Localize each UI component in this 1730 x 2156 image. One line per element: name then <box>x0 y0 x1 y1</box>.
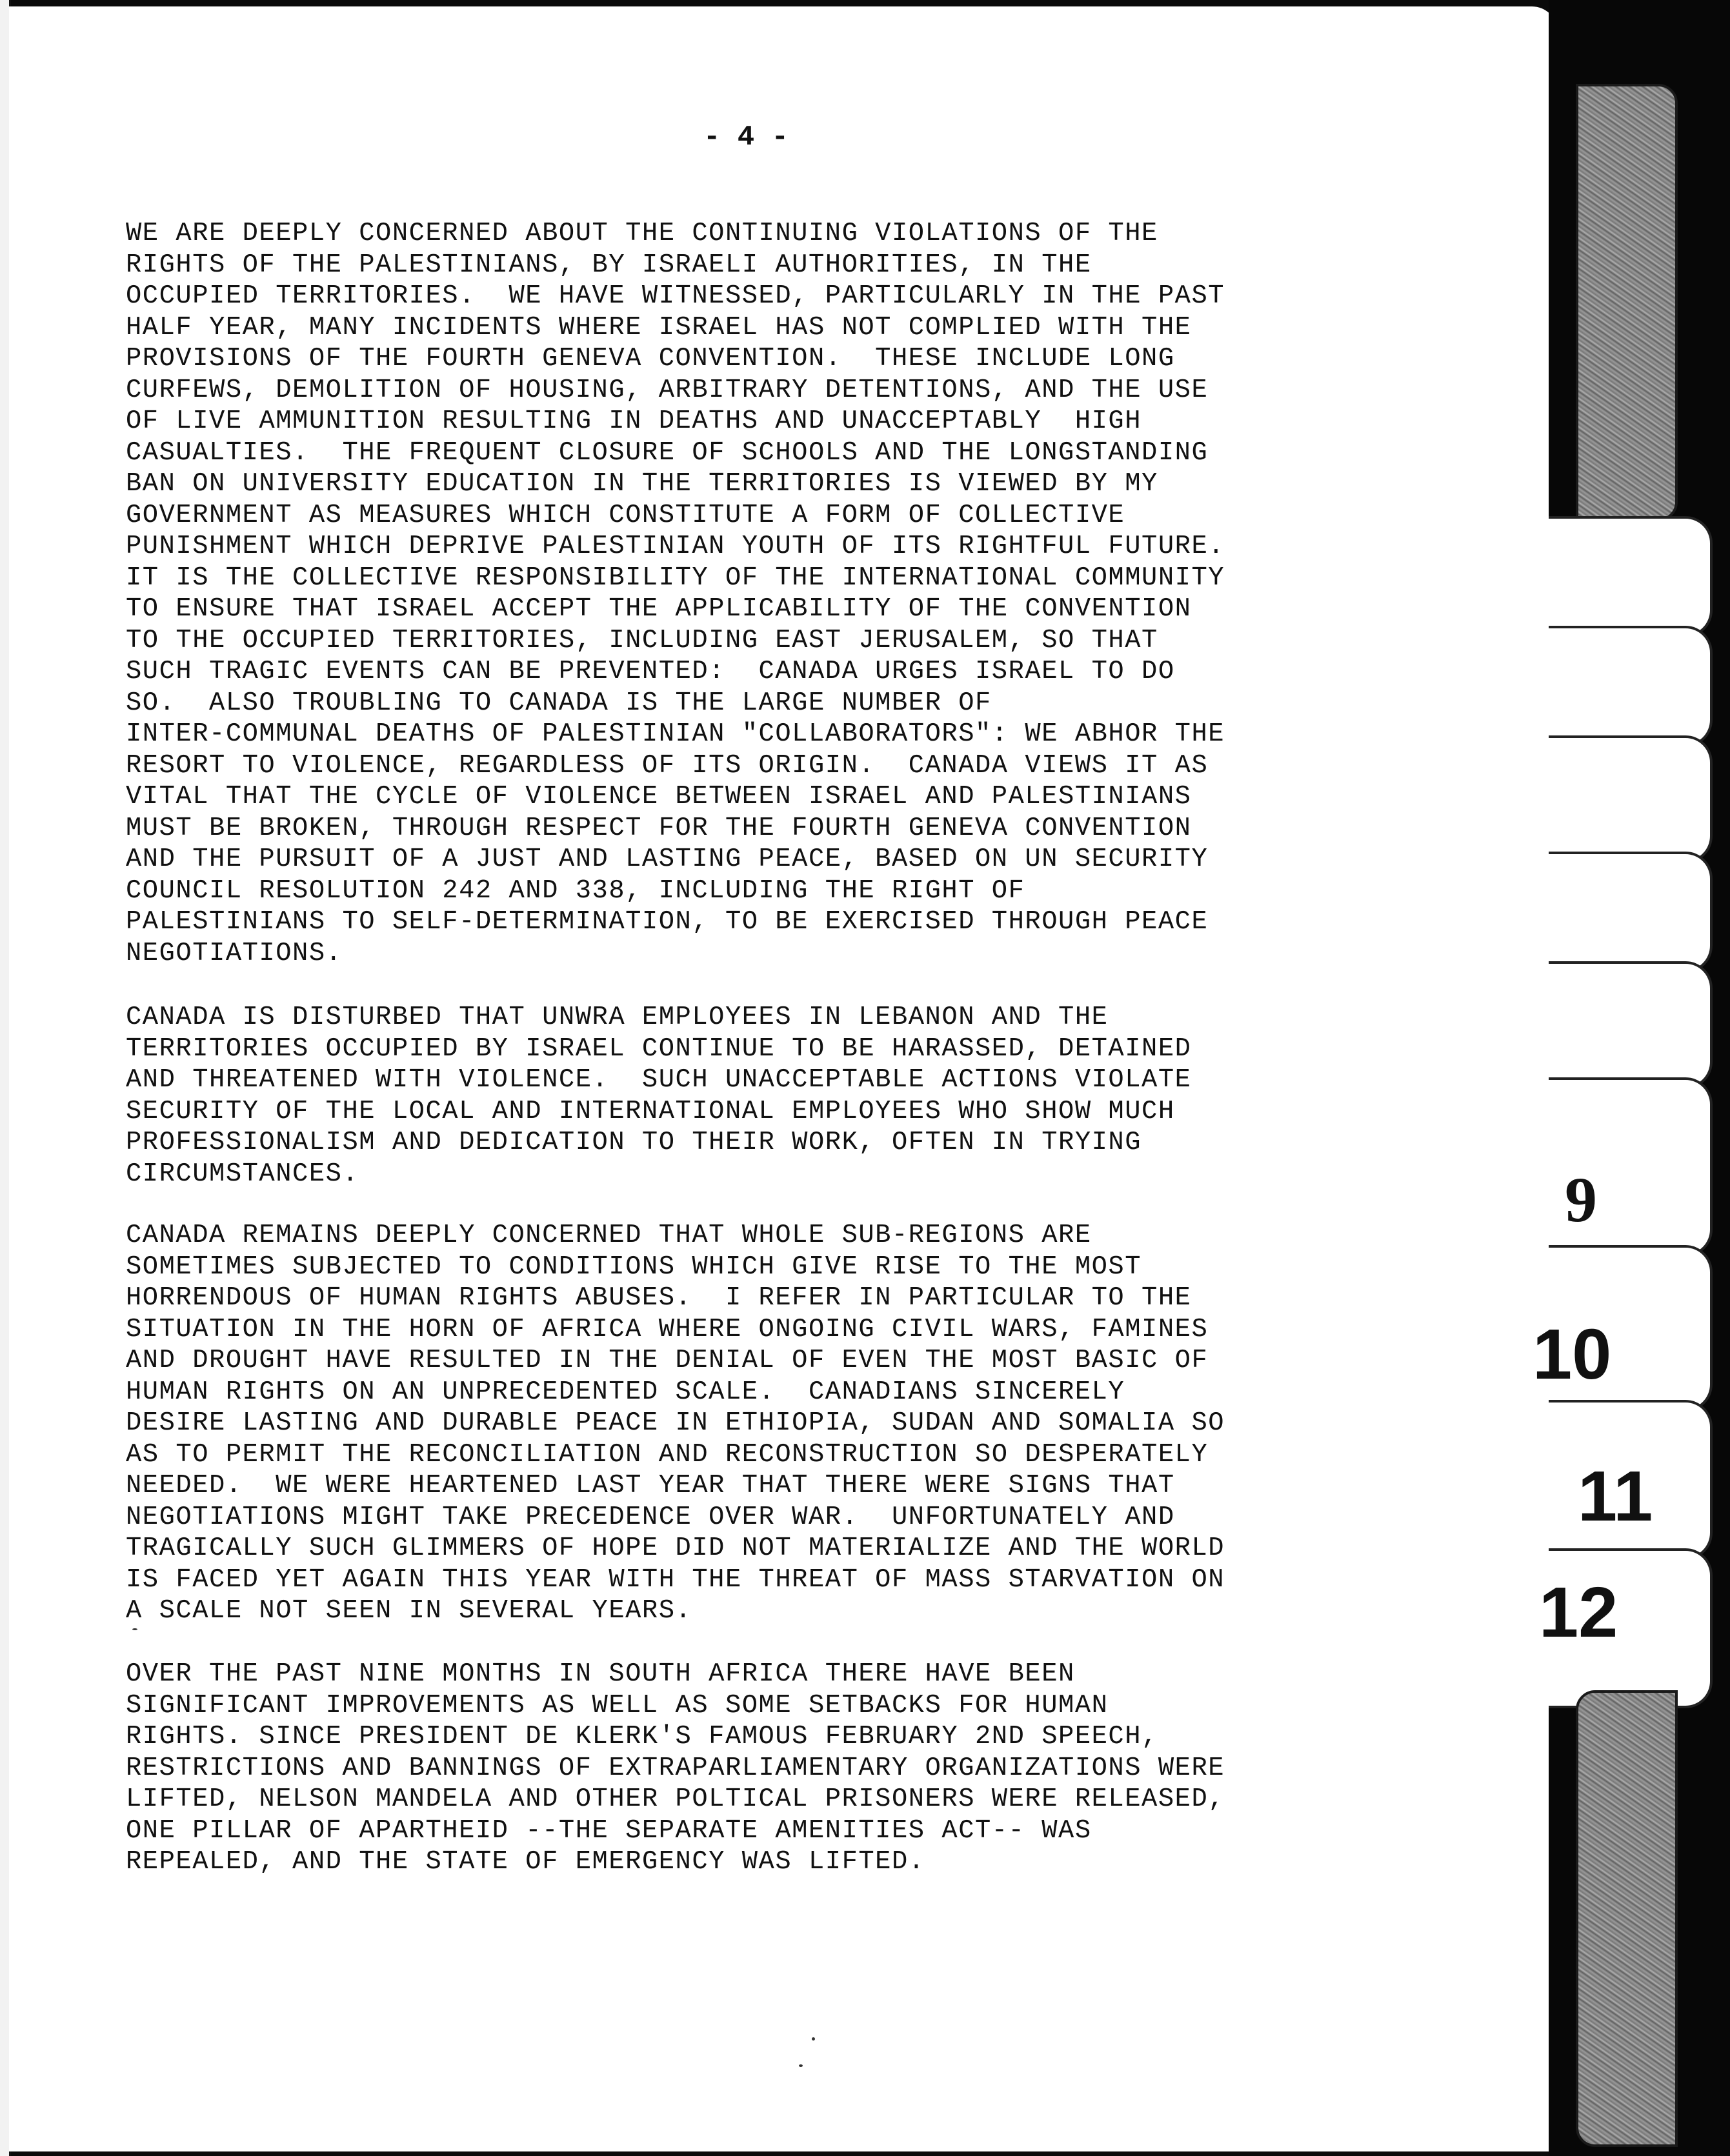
index-tab-shaded-top <box>1576 84 1678 521</box>
index-tab[interactable] <box>1549 961 1713 1089</box>
scan-speck <box>812 2037 815 2041</box>
index-tab-shaded-bottom <box>1576 1690 1678 2147</box>
index-tab[interactable] <box>1549 626 1713 747</box>
index-tab[interactable] <box>1549 735 1713 863</box>
page-number: - 4 - <box>703 121 789 154</box>
paragraph-unwra-employees: CANADA IS DISTURBED THAT UNWRA EMPLOYEES IN LEBANON AND THE TERRITORIES OCCUPIED BY ISRAEL CONTINUE TO BE HARASSED, DETAINED AND THREATENED WITH VIOLENCE. SUCH UNACCEPTABLE ACTIONS VIOLATE SECURITY OF THE LOCAL AND INTERNATIONAL EMPLOYEES WHO SHOW MUCH PROFESSIONALISM AND DEDICATION TO THEIR WORK, OFTEN IN TRYING CIRCUMSTANCES. <box>126 1003 1192 1189</box>
scan-speck <box>132 1628 137 1630</box>
tab-label-10[interactable]: 10 <box>1533 1315 1612 1394</box>
paragraph-horn-of-africa: CANADA REMAINS DEEPLY CONCERNED THAT WHOLE SUB-REGIONS ARE SOMETIMES SUBJECTED TO CONDITIONS WHICH GIVE RISE TO THE MOST HORRENDOUS OF HUMAN RIGHTS ABUSES. I REFER IN PARTICULAR TO THE SITUATION IN THE HORN OF AFRICA WHERE ONGOING CIVIL WARS, FAMINES AND DROUGHT HAVE RESULTED IN THE DENIAL OF EVEN THE MOST BASIC OF HUMAN RIGHTS ON AN UNPRECEDENTED SCALE. CANADIANS SINCERELY DESIRE LASTING AND DURABLE PEACE IN ETHIOPIA, SUDAN AND SOMALIA SO AS TO PERMIT THE RECONCILIATION AND RECONSTRUCTION SO DESPERATELY NEEDED. WE WERE HEARTENED LAST YEAR THAT THERE WERE SIGNS THAT NEGOTIATIONS MIGHT TAKE PRECEDENCE OVER WAR. UNFORTUNATELY AND TRAGICALLY SUCH GLIMMERS OF HOPE DID NOT MATERIALIZE AND THE WORLD IS FACED YET AGAIN THIS YEAR WITH THE THREAT OF MASS STARVATION ON A SCALE NOT SEEN IN SEVERAL YEARS. <box>126 1221 1225 1626</box>
index-tab-strip <box>1549 0 1730 2156</box>
tab-label-12[interactable]: 12 <box>1539 1573 1618 1652</box>
tab-label-11[interactable]: 11 <box>1578 1457 1653 1536</box>
index-tab[interactable] <box>1549 516 1713 637</box>
tab-label-9[interactable]: 9 <box>1565 1164 1597 1235</box>
paragraph-palestinian-rights: WE ARE DEEPLY CONCERNED ABOUT THE CONTINUING VIOLATIONS OF THE RIGHTS OF THE PALESTINIANS, BY ISRAELI AUTHORITIES, IN THE OCCUPIED TERRITORIES. WE HAVE WITNESSED, PARTICULARLY IN THE PAST HALF YEAR, MANY INCIDENTS WHERE ISRAEL HAS NOT COMPLIED WITH THE PROVISIONS OF THE FOURTH GENEVA CONVENTION. THESE INCLUDE LONG CURFEWS, DEMOLITION OF HOUSING, ARBITRARY DETENTIONS, AND THE USE OF LIVE AMMUNITION RESULTING IN DEATHS AND UNACCEPTABLY HIGH CASUALTIES. THE FREQUENT CLOSURE OF SCHOOLS AND THE LONGSTANDING BAN ON UNIVERSITY EDUCATION IN THE TERRITORIES IS VIEWED BY MY GOVERNMENT AS MEASURES WHICH CONSTITUTE A FORM OF COLLECTIVE PUNISHMENT WHICH DEPRIVE PALESTINIAN YOUTH OF ITS RIGHTFUL FUTURE. IT IS THE COLLECTIVE RESPONSIBILITY OF THE INTERNATIONAL COMMUNITY TO ENSURE THAT ISRAEL ACCEPT THE APPLICABILITY OF THE CONVENTION TO THE OCCUPIED TERRITORIES, INCLUDING EAST JERUSALEM, SO THAT SUCH TRAGIC EVENTS CAN BE PREVENTED: CANADA URGES ISRAEL TO DO SO. ALSO TROUBLING TO CANADA IS THE LARGE NUMBER OF INTER-COMMUNAL DEATHS OF PALESTINIAN "COLLABORATORS": WE ABHOR THE RESORT TO VIOLENCE, REGARDLESS OF ITS ORIGIN. CANADA VIEWS IT AS VITAL THAT THE CYCLE OF VIOLENCE BETWEEN ISRAEL AND PALESTINIANS MUST BE BROKEN, THROUGH RESPECT FOR THE FOURTH GENEVA CONVENTION AND THE PURSUIT OF A JUST AND LASTING PEACE, BASED ON UN SECURITY COUNCIL RESOLUTION 242 AND 338, INCLUDING THE RIGHT OF PALESTINIANS TO SELF-DETERMINATION, TO BE EXERCISED THROUGH PEACE NEGOTIATIONS. <box>126 219 1225 968</box>
index-tab[interactable] <box>1549 852 1713 973</box>
paragraph-south-africa: OVER THE PAST NINE MONTHS IN SOUTH AFRICA THERE HAVE BEEN SIGNIFICANT IMPROVEMENTS AS WELL AS SOME SETBACKS FOR HUMAN RIGHTS. SINCE PRESIDENT DE KLERK'S FAMOUS FEBRUARY 2ND SPEECH, RESTRICTIONS AND BANNINGS OF EXTRAPARLIAMENTARY ORGANIZATIONS WERE LIFTED, NELSON MANDELA AND OTHER POLTICAL PRISONERS WERE RELEASED, ONE PILLAR OF APARTHEID --THE SEPARATE AMENITIES ACT-- WAS REPEALED, AND THE STATE OF EMERGENCY WAS LIFTED. <box>126 1659 1225 1877</box>
scan-speck <box>799 2064 803 2067</box>
